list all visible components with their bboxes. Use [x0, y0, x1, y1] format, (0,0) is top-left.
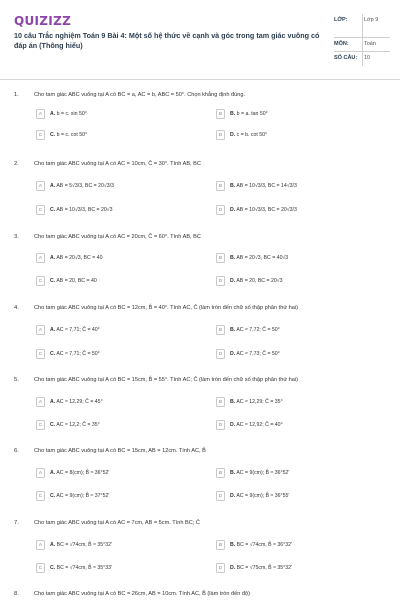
option-text: AC ≈ 12,2; Ĉ = 35° — [56, 422, 100, 428]
answer-option[interactable] — [36, 397, 196, 409]
meta-label: LỚP: — [334, 17, 348, 23]
question-number: 7. — [14, 520, 19, 526]
question-text: Cho tam giác ABC vuông tại A có BC = 15cm, B̂ = 55°. Tính AC; Ĉ (làm tròn đến chữ số thập phân thứ hai) — [34, 377, 298, 383]
option-text: b = a. tan 50° — [236, 111, 268, 117]
question-number: 6. — [14, 448, 19, 454]
option-letter-box: D — [216, 491, 225, 501]
option-letter-box: C — [36, 276, 45, 286]
meta-value: 10 — [364, 55, 371, 61]
option-key: B. — [230, 327, 236, 333]
option-text: AB = 10√3/3, BC = 14√3/3 — [236, 183, 297, 189]
option-letter-box: A — [36, 109, 45, 119]
option-key: A. — [50, 470, 56, 476]
answer-option[interactable] — [216, 109, 376, 121]
answer-option[interactable] — [216, 253, 376, 265]
option-letter-box: A — [36, 253, 45, 263]
option-letter-box: B — [216, 181, 225, 191]
option-letter-box: C — [36, 130, 45, 140]
answer-option[interactable] — [216, 540, 376, 552]
option-letter-box: D — [216, 420, 225, 430]
option-text: AC ≈ 12,29; Ĉ = 35° — [236, 399, 283, 405]
option-key: D. — [230, 207, 236, 213]
option-text: AB = 10√3/3, BC = 20√3/3 — [236, 207, 297, 213]
question-number: 4. — [14, 305, 19, 311]
question-text: Cho tam giác ABC vuông tại A có AC = 20cm, Ĉ = 60°. Tính AB, BC — [34, 234, 201, 240]
option-text: BC = √74cm, B̂ ≈ 35°32' — [56, 542, 112, 548]
question-number: 8. — [14, 591, 19, 597]
answer-option[interactable] — [216, 276, 376, 288]
answer-option[interactable] — [36, 253, 196, 265]
option-text: AB = 5√3/3, BC = 20√3/3 — [56, 183, 114, 189]
option-letter-box: B — [216, 109, 225, 119]
option-text: AC ≈ 7,72; Ĉ = 50° — [236, 327, 280, 333]
option-key: D. — [230, 493, 236, 499]
option-letter-box: D — [216, 205, 225, 215]
answer-option[interactable] — [216, 420, 376, 432]
option-key: B. — [230, 111, 236, 117]
option-key: C. — [50, 207, 56, 213]
option-letter-box: B — [216, 253, 225, 263]
answer-option[interactable] — [36, 349, 196, 361]
option-key: C. — [50, 565, 56, 571]
answer-option[interactable] — [216, 325, 376, 337]
option-text: AB = 20, BC = 20√3 — [236, 278, 283, 284]
option-letter-box: B — [216, 540, 225, 550]
option-key: B. — [230, 542, 236, 548]
question-text: Cho tam giác ABC vuông tại A có BC = a, AC = b, ABC = 50°. Chọn khẳng định đúng. — [34, 92, 246, 98]
option-text: AC = 9(cm); B̂ ≈ 36°52' — [236, 470, 290, 476]
meta-divider — [362, 52, 363, 66]
question-text: Cho tam giác ABC vuông tại A có AC = 7cm, AB = 5cm. Tính BC; Ĉ — [34, 520, 200, 526]
option-letter-box: D — [216, 349, 225, 359]
meta-row-count — [334, 52, 390, 66]
option-text: BC = √74cm, B̂ ≈ 36°32' — [236, 542, 292, 548]
option-text: AC ≈ 7,71; Ĉ = 40° — [56, 327, 100, 333]
option-letter-box: B — [216, 397, 225, 407]
answer-option[interactable] — [36, 420, 196, 432]
option-text: AC = 9(cm); B̂ ≈ 37°52' — [56, 493, 110, 499]
option-text: AC ≈ 7,71; Ĉ = 50° — [56, 351, 100, 357]
option-letter-box: C — [36, 205, 45, 215]
option-key: A. — [50, 183, 56, 189]
answer-option[interactable] — [36, 468, 196, 480]
option-letter-box: D — [216, 563, 225, 573]
option-key: D. — [230, 565, 236, 571]
answer-option[interactable] — [36, 563, 196, 575]
worksheet-title: 10 câu Trắc nghiệm Toán 9 Bài 4: Một số hệ thức về cạnh và góc trong tam giác vuông có đáp án (Thông hiểu) — [14, 31, 320, 50]
option-text: c = b. cot 50° — [236, 132, 268, 138]
option-text: AC = 9(cm); B̂ ≈ 36°55' — [236, 493, 290, 499]
option-key: C. — [50, 132, 56, 138]
answer-option[interactable] — [36, 130, 196, 142]
header-divider — [0, 79, 400, 80]
option-letter-box: D — [216, 276, 225, 286]
option-key: A. — [50, 255, 56, 261]
option-key: C. — [50, 422, 56, 428]
option-text: AC ≈ 12,29; Ĉ = 45° — [56, 399, 103, 405]
option-text: BC = √74cm, B̂ ≈ 35°33' — [56, 565, 112, 571]
question-text: Cho tam giác ABC vuông tại A có BC = 12cm, B̂ = 40°. Tính AC, Ĉ (làm tròn đến chữ số thập phân thứ hai) — [34, 305, 298, 311]
option-key: B. — [230, 399, 236, 405]
meta-divider — [362, 38, 363, 52]
option-letter-box: A — [36, 325, 45, 335]
question-text: Cho tam giác ABC vuông tại A có BC = 26cm, AB = 10cm. Tính AC, B̂ (làm tròn đến độ) — [34, 591, 250, 597]
option-key: B. — [230, 255, 236, 261]
answer-option[interactable] — [216, 181, 376, 193]
option-key: A. — [50, 111, 56, 117]
answer-option[interactable] — [216, 563, 376, 575]
option-key: B. — [230, 470, 236, 476]
question-text: Cho tam giác ABC vuông tại A có AC = 10cm, Ĉ = 30°. Tính AB, BC — [34, 161, 201, 167]
option-letter-box: A — [36, 468, 45, 478]
answer-option[interactable] — [216, 491, 376, 503]
answer-option[interactable] — [216, 205, 376, 217]
option-letter-box: C — [36, 563, 45, 573]
option-key: C. — [50, 493, 56, 499]
question-number: 3. — [14, 234, 19, 240]
question-number: 1. — [14, 92, 19, 98]
option-key: D. — [230, 278, 236, 284]
option-text: BC = √75cm, B̂ ≈ 35°32' — [236, 565, 292, 571]
answer-option[interactable] — [36, 325, 196, 337]
option-key: A. — [50, 542, 56, 548]
question-number: 5. — [14, 377, 19, 383]
meta-label: MÔN: — [334, 41, 349, 47]
option-letter-box: B — [216, 325, 225, 335]
option-key: C. — [50, 278, 56, 284]
option-text: AB = 20√3, BC = 40√3 — [236, 255, 289, 261]
option-text: AC ≈ 7,73; Ĉ = 50° — [236, 351, 280, 357]
option-letter-box: A — [36, 397, 45, 407]
meta-row-class — [334, 14, 390, 38]
option-text: b = c. cot 50° — [56, 132, 88, 138]
option-key: D. — [230, 132, 236, 138]
answer-option[interactable] — [36, 109, 196, 121]
option-key: C. — [50, 351, 56, 357]
option-letter-box: C — [36, 491, 45, 501]
answer-option[interactable] — [36, 491, 196, 503]
answer-option[interactable] — [216, 468, 376, 480]
quizizz-logo: QUIZIZZ — [14, 14, 72, 28]
option-letter-box: A — [36, 540, 45, 550]
option-key: D. — [230, 422, 236, 428]
answer-option[interactable] — [216, 349, 376, 361]
option-text: AC ≈ 12,92; Ĉ = 40° — [236, 422, 283, 428]
option-text: AB = 20, BC = 40 — [56, 278, 97, 284]
worksheet-header — [14, 14, 386, 72]
option-text: b = c. sin 50° — [56, 111, 87, 117]
option-letter-box: B — [216, 468, 225, 478]
meta-divider — [362, 14, 363, 38]
option-letter-box: C — [36, 349, 45, 359]
meta-row-subject — [334, 38, 390, 52]
question-text: Cho tam giác ABC vuông tại A có BC = 15cm, AB = 12cm. Tính AC, B̂ — [34, 448, 206, 454]
answer-option[interactable] — [36, 205, 196, 217]
meta-label: SỐ CÂU: — [334, 55, 358, 61]
answer-option[interactable] — [36, 181, 196, 193]
option-letter-box: D — [216, 130, 225, 140]
option-key: A. — [50, 327, 56, 333]
option-letter-box: C — [36, 420, 45, 430]
question-number: 2. — [14, 161, 19, 167]
meta-box — [334, 14, 390, 66]
meta-value: Lớp 9 — [364, 17, 379, 23]
option-letter-box: A — [36, 181, 45, 191]
answer-option[interactable] — [216, 130, 376, 142]
option-key: D. — [230, 351, 236, 357]
option-key: B. — [230, 183, 236, 189]
answer-option[interactable] — [36, 276, 196, 288]
meta-value: Toán — [364, 41, 376, 47]
option-text: AB = 20√3, BC = 40 — [56, 255, 103, 261]
answer-option[interactable] — [36, 540, 196, 552]
answer-option[interactable] — [216, 397, 376, 409]
option-key: A. — [50, 399, 56, 405]
option-text: AB = 10√3/3, BC = 20√3 — [56, 207, 113, 213]
option-text: AC = 8(cm); B̂ ≈ 36°52' — [56, 470, 110, 476]
